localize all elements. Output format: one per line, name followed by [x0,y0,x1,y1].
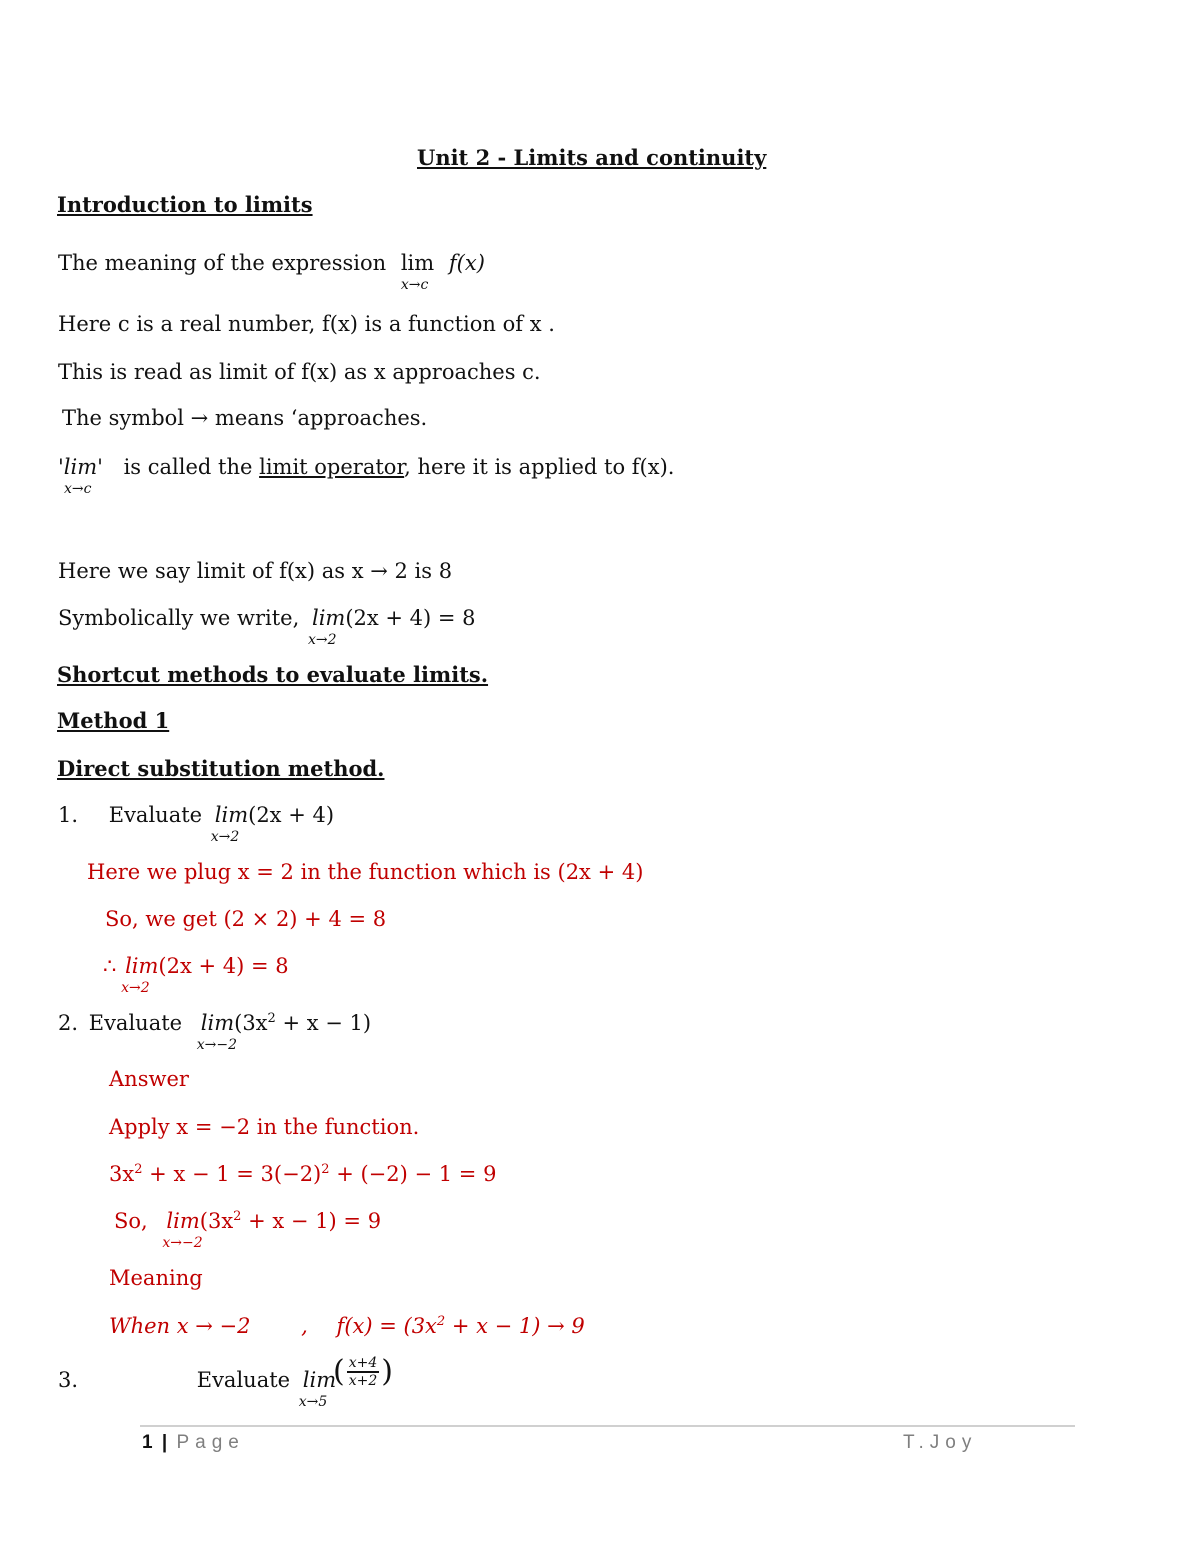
example-2-so-lim-word: lim [166,1209,200,1233]
example-3-lim-word: lim [302,1368,337,1392]
example-1-number: 1. [58,803,79,827]
example-2-so-expr: $(3x^2 + x - 1) = 9$ [199,1209,382,1233]
symbolic-lim-sub: x→2 [307,632,337,648]
example-2-number: 2. [58,1011,79,1035]
example-2-label: Evaluate [88,1011,183,1035]
operator-post: , here it is applied to f(x). [404,455,675,479]
operator-lim-sub: x→c [64,481,92,497]
example-3-lim [298,1367,337,1410]
method-name: Direct substitution method. [57,756,385,781]
meaning-fx: f(x) [448,251,485,275]
example-2-lim [196,1010,238,1053]
page-number: 1 [142,1432,153,1453]
example-2-comma: , [301,1314,308,1338]
example-2-lim-word: lim [200,1011,235,1035]
example-2-so-lim [162,1208,203,1251]
meaning-lim-word: lim [400,251,435,275]
intro-line-5: Here we say limit of f(x) as x → 2 is 8 [58,559,453,583]
meaning-lim [400,250,435,293]
example-1-step-2: So, we get (2 × 2) + 4 = 8 [105,907,387,931]
symbolic-pre: Symbolically we write, [58,606,300,630]
example-2-apply: Apply x = −2 in the function. [109,1115,420,1139]
intro-line-6 [58,605,476,648]
example-1-lim [210,802,249,845]
limit-operator-link[interactable]: limit operator [259,455,405,479]
example-2-when [109,1313,585,1339]
example-2-calc: $3x^2 + x - 1 = 3(-2)^2 + (-2) - 1 = 9$ [109,1162,497,1186]
fraction-denominator: x+2 [348,1372,378,1389]
right-paren: ) [381,1354,393,1389]
shortcut-heading: Shortcut methods to evaluate limits. [57,662,489,687]
footer-author: T.Joy [903,1432,978,1453]
page-label: Page [176,1432,245,1453]
operator-lim-word: 'lim' [58,455,103,479]
example-2-so [114,1208,382,1251]
example-3 [58,1367,337,1410]
example-2-so-pre: So, [114,1209,148,1233]
footer-rule [140,1425,1075,1427]
example-1-label: Evaluate [108,803,203,827]
page-title: Unit 2 - Limits and continuity [417,145,767,170]
meaning-lim-sub: x→c [400,277,429,293]
example-1-lim-word: lim [214,803,249,827]
example-2-fx: $f(x) = (3x^2 + x - 1) \to 9$ [336,1314,585,1338]
example-2-answer: Answer [109,1067,189,1091]
example-1-result-lim-sub: x→2 [121,980,150,996]
footer-page [142,1432,245,1454]
page-separator: | [161,1432,168,1453]
fraction-numerator: x+4 [348,1354,378,1371]
symbolic-expr: (2x + 4) = 8 [345,606,476,630]
example-1-result-lim [121,953,159,996]
therefore-symbol: ∴ [103,954,117,978]
example-2-so-lim-sub: x→−2 [162,1235,203,1251]
intro-line-1: Here c is a real number, f(x) is a function of x . [58,312,555,336]
example-2-expr: $(3x^2 + x - 1)$ [234,1011,372,1035]
intro-line-4 [58,454,675,497]
example-1-result-lim-word: lim [125,954,159,978]
symbolic-lim [307,605,346,648]
example-2-lim-sub: x→−2 [196,1037,238,1053]
intro-line-2: This is read as limit of f(x) as x approaches c. [58,360,541,384]
example-2-meaning: Meaning [109,1266,203,1290]
example-3-number: 3. [58,1368,79,1392]
method-heading: Method 1 [57,708,170,733]
meaning-text: The meaning of the expression [58,251,387,275]
symbolic-lim-word: lim [311,606,346,630]
example-3-fraction-group [333,1354,393,1389]
example-3-fraction [347,1355,380,1389]
operator-pre: is called the [123,455,253,479]
meaning-line [58,250,485,293]
example-1 [58,802,335,845]
example-2-when-text: When x → −2 [109,1314,251,1338]
example-1-result-expr: (2x + 4) = 8 [158,954,289,978]
example-3-lim-sub: x→5 [298,1394,328,1410]
example-1-step-3 [103,953,289,996]
example-3-label: Evaluate [196,1368,291,1392]
operator-lim [58,454,103,497]
intro-heading: Introduction to limits [57,192,313,217]
left-paren: ( [333,1354,345,1389]
example-1-lim-sub: x→2 [210,829,240,845]
intro-line-3: The symbol → means ‘approaches. [62,406,428,430]
example-1-step-1: Here we plug x = 2 in the function which is (2x + 4) [87,860,644,884]
example-2 [58,1010,372,1053]
example-1-expr: (2x + 4) [248,803,335,827]
